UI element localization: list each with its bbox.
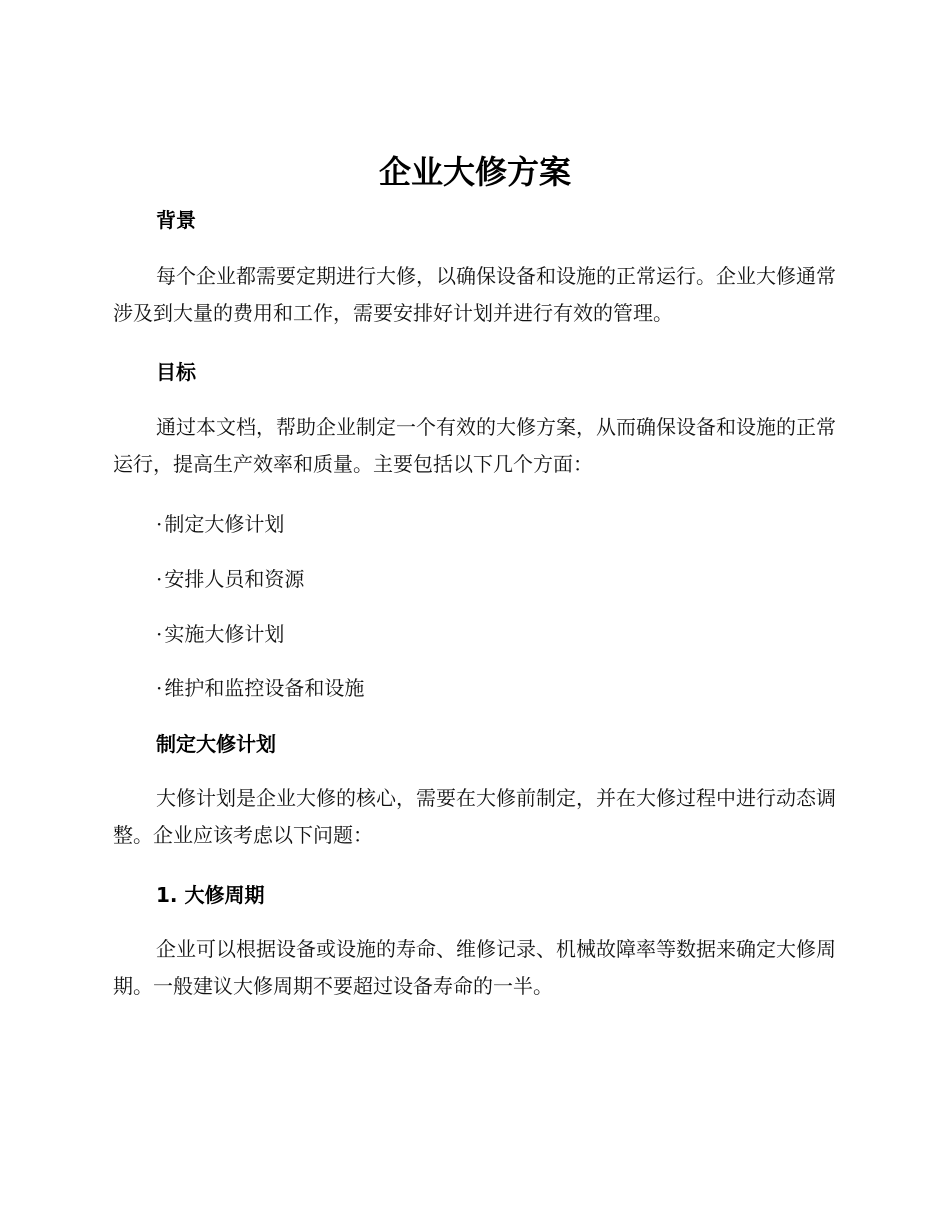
list-item-text: 实施大修计划 [164,622,285,646]
list-item [156,510,284,538]
heading-goal: 目标 [156,360,196,384]
list-item [156,674,364,702]
document-title: 企业大修方案 [378,153,571,191]
list-item-text: 安排人员和资源 [164,567,305,591]
list-item [156,565,304,593]
paragraph-plan: 大修计划是企业大修的核心，需要在大修前制定，并在大修过程中进行动态调整。企业应该考虑以下问题： [113,786,836,847]
bullet-marker: · [156,512,163,536]
bullet-marker: · [156,567,163,591]
paragraph-goal: 通过本文档，帮助企业制定一个有效的大修方案，从而确保设备和设施的正常运行，提高生产效率和质量。主要包括以下几个方面： [113,415,836,476]
heading-background: 背景 [156,208,196,232]
bullet-marker: · [156,622,163,646]
paragraph-cycle: 企业可以根据设备或设施的寿命、维修记录、机械故障率等数据来确定大修周期。一般建议大修周期不要超过设备寿命的一半。 [113,937,836,998]
bullet-marker: · [156,676,163,700]
heading-cycle: 1. 大修周期 [156,883,265,907]
paragraph-background: 每个企业都需要定期进行大修，以确保设备和设施的正常运行。企业大修通常涉及到大量的费用和工作，需要安排好计划并进行有效的管理。 [113,264,836,325]
heading-plan: 制定大修计划 [156,732,276,756]
list-item [156,620,284,648]
list-item-text: 制定大修计划 [164,512,285,536]
list-item-text: 维护和监控设备和设施 [164,676,365,700]
